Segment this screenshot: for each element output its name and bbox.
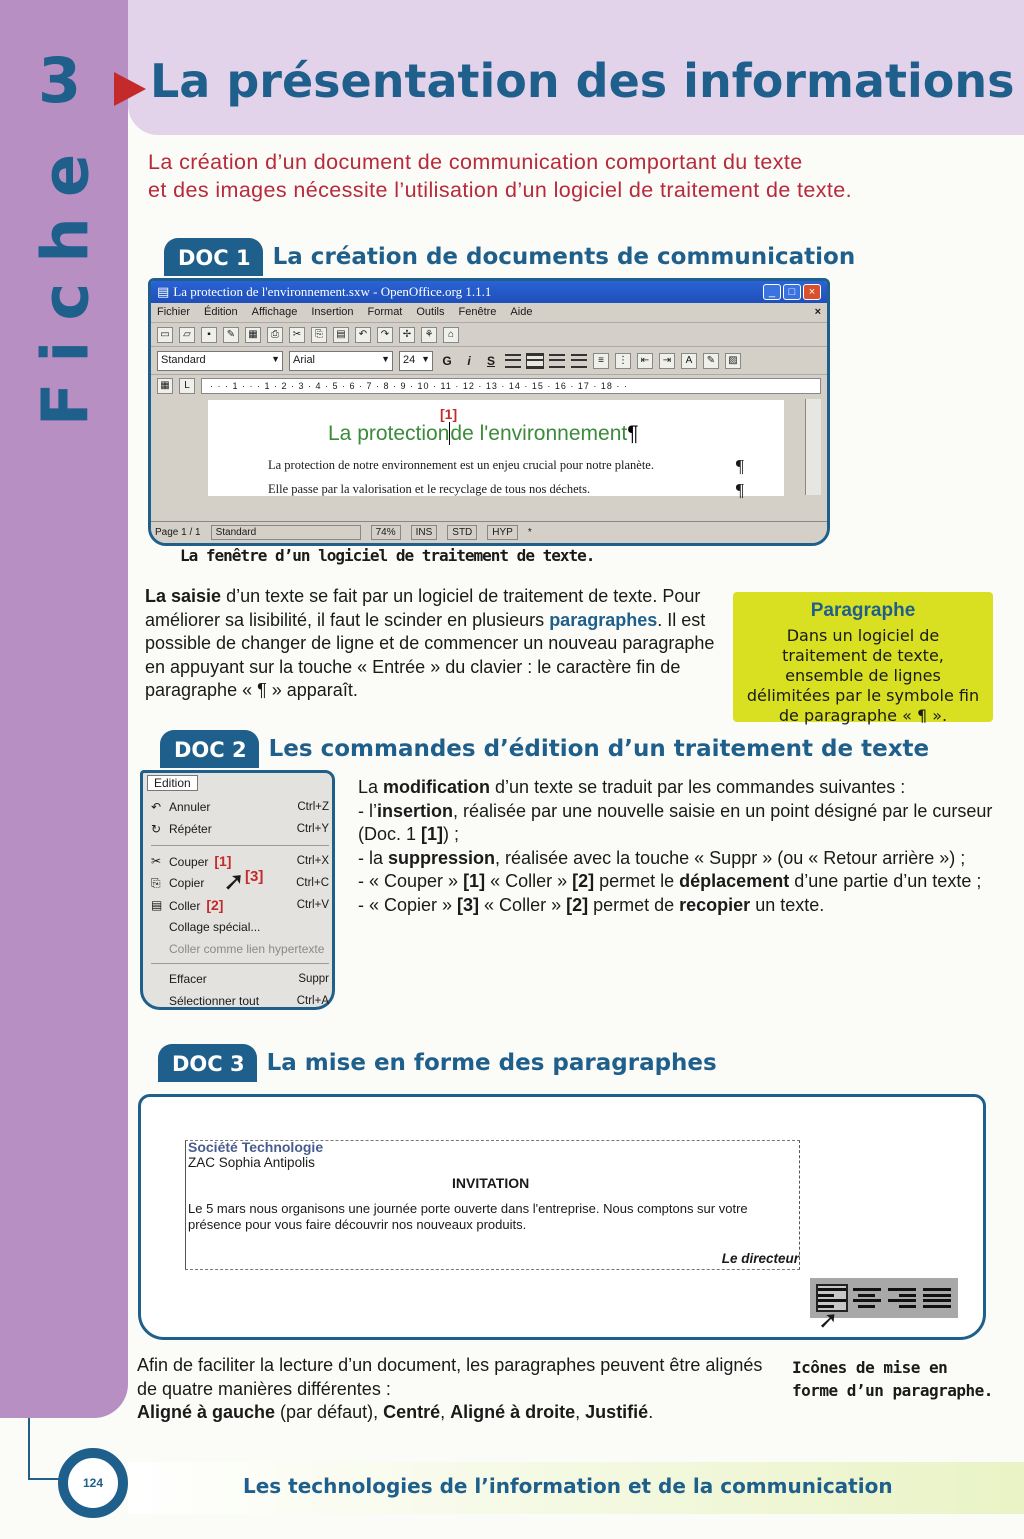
menu-item-label-text: Coller xyxy=(169,899,201,913)
copy-icon[interactable]: ⎘ xyxy=(311,327,327,343)
doc2-line-2: - l’insertion, réalisée par une nouvelle saisie en un point désigné par le curseur (Doc. 1 [1]) ; xyxy=(358,800,993,844)
saisie-keyword: paragraphes xyxy=(549,609,658,630)
menu-item-label xyxy=(169,920,329,934)
invitation-heading: INVITATION xyxy=(452,1175,530,1191)
minimize-icon[interactable]: _ xyxy=(763,284,781,300)
menu-item-icon: ▤ xyxy=(151,898,163,912)
new-doc-icon[interactable]: ▭ xyxy=(157,327,173,343)
saisie-text xyxy=(145,585,715,703)
document-line-2: Elle passe par la valorisation et le recyclage de tous nos déchets. xyxy=(268,482,591,496)
maximize-icon[interactable]: □ xyxy=(783,284,801,300)
size-select[interactable]: 24 ▼ xyxy=(399,351,433,371)
outdent-icon[interactable]: ⇤ xyxy=(637,353,653,369)
menu-3[interactable]: Insertion xyxy=(311,306,354,318)
status-bar xyxy=(151,521,827,543)
doc3-badge: DOC 3 xyxy=(158,1044,257,1082)
doc2-line-3: - la suppression, réalisée avec la touche « Suppr » (ou « Retour arrière ») ; xyxy=(358,847,966,868)
paste-icon[interactable]: ▤ xyxy=(333,327,349,343)
indent-icon[interactable]: ⇥ xyxy=(659,353,675,369)
menu-0[interactable]: Fichier xyxy=(157,306,191,318)
menu-item-label-text: Annuler xyxy=(169,800,211,814)
status-zoom[interactable]: 74% xyxy=(371,525,401,540)
menu-item-shortcut: Ctrl+V xyxy=(296,899,329,911)
menu-item-marker: [2] xyxy=(206,897,224,913)
signature: Le directeur xyxy=(721,1251,799,1266)
status-style: Standard xyxy=(211,525,361,540)
company-name: Société Technologie xyxy=(188,1139,324,1155)
undo-icon[interactable]: ↶ xyxy=(355,327,371,343)
heading-part-b: de l'environnement xyxy=(450,422,628,445)
align-right-icon[interactable] xyxy=(549,354,565,368)
doc1-caption: La fenêtre d’un logiciel de traitement de texte. xyxy=(180,546,595,565)
window-titlebar xyxy=(151,281,827,303)
menu-item-label xyxy=(169,972,298,986)
marker-3: [3] xyxy=(245,868,264,885)
menu-item-marker: [1] xyxy=(214,853,232,869)
tab-type-icon[interactable]: L xyxy=(179,378,195,394)
align-left-label: Aligné à gauche xyxy=(137,1402,276,1422)
open-icon[interactable]: ▱ xyxy=(179,327,195,343)
doc3-caption: Icônes de mise en forme d’un paragraphe. xyxy=(792,1358,993,1400)
numbering-icon[interactable]: ≡ xyxy=(593,353,609,369)
menu-item-label-text: Sélectionner tout xyxy=(169,994,260,1008)
heading-part-a: La protection xyxy=(328,422,450,445)
menu-item-shortcut: Ctrl+A xyxy=(296,995,329,1007)
align-center-label: Centré xyxy=(383,1402,441,1422)
menu-separator xyxy=(151,845,329,846)
format-toolbar xyxy=(151,347,827,375)
justify-icon[interactable] xyxy=(571,354,587,368)
menu-item-shortcut: Ctrl+C xyxy=(296,877,329,889)
menu-item-label xyxy=(169,897,297,913)
status-modified: * xyxy=(527,527,532,538)
italic-button[interactable]: i xyxy=(467,353,471,368)
status-ins[interactable]: INS xyxy=(411,525,438,540)
menu-item-label-text: Coller comme lien hypertexte xyxy=(169,942,325,956)
title-arrow-icon xyxy=(114,72,146,106)
font-select[interactable]: Arial ▼ xyxy=(289,351,393,371)
menu-7[interactable]: Aide xyxy=(510,306,533,318)
fiche-label xyxy=(30,100,102,460)
fiche-label-text: Fiche xyxy=(29,133,103,427)
align-center-icon[interactable] xyxy=(853,1286,881,1310)
doc2-title: Les commandes d’édition d’un traitement de texte xyxy=(268,736,930,762)
document-line-1: La protection de notre environnement est un enjeu crucial pour notre planète. xyxy=(268,458,654,472)
menu-4[interactable]: Format xyxy=(367,306,403,318)
menu-item-icon: ↻ xyxy=(151,822,162,836)
menu-item-4[interactable] xyxy=(151,895,329,915)
pilcrow-1: ¶ xyxy=(735,456,744,476)
invitation-paragraph: Le 5 mars nous organisons une journée porte ouverte dans l'entreprise. Nous comptons sur votre présence pour vous faire découvrir nos nouveaux produits. xyxy=(188,1201,748,1232)
company-address: ZAC Sophia Antipolis xyxy=(188,1155,315,1170)
marker-1: [1] xyxy=(440,406,458,422)
menu-1[interactable]: Édition xyxy=(204,306,238,318)
doc3-text: Afin de faciliter la lecture d’un document, les paragraphes peuvent être alignés de quatre manières différentes : Aligné à gauche (par défaut), Centré, Aligné à droite, Justifié. xyxy=(137,1355,763,1422)
footer-title: Les technologies de l’information et de la communication xyxy=(243,1474,893,1498)
cut-icon[interactable]: ✂ xyxy=(289,327,305,343)
menu-item-label-text: Répéter xyxy=(169,822,212,836)
definition-box xyxy=(733,592,993,725)
bullets-icon[interactable]: ⋮ xyxy=(615,353,631,369)
menu-item-icon: ↶ xyxy=(151,800,162,814)
menu-item-label xyxy=(169,994,297,1008)
ruler-row xyxy=(151,375,827,397)
edit-icon[interactable]: ✎ xyxy=(223,327,239,343)
menu-item-label-text: Couper xyxy=(169,855,209,869)
menu-item-7[interactable] xyxy=(151,969,329,989)
close-document-icon[interactable]: × xyxy=(814,306,821,318)
menu-item-label xyxy=(169,942,329,956)
saisie-rest-1: d’un texte se fait par un logiciel de traitement de texte. xyxy=(221,586,658,606)
menu-item-shortcut: Ctrl+Z xyxy=(297,801,329,813)
saisie-rest-2: Pour améliorer sa lisibilité, il faut le scinder en plusieurs xyxy=(145,586,701,630)
edit-menu-title[interactable]: Edition xyxy=(147,775,198,791)
doc2-header xyxy=(160,730,929,768)
bold-button[interactable]: G xyxy=(442,353,452,368)
doc3-title: La mise en forme des paragraphes xyxy=(266,1050,717,1076)
status-page: Page 1 / 1 xyxy=(155,527,201,538)
intro-text xyxy=(148,148,928,204)
menu-5[interactable]: Outils xyxy=(416,306,445,318)
menu-separator xyxy=(151,963,329,964)
menubar xyxy=(151,303,827,323)
document-area[interactable] xyxy=(208,400,784,500)
print-icon[interactable]: ⎙ xyxy=(267,327,283,343)
doc1-header xyxy=(164,238,855,276)
align-right-icon[interactable] xyxy=(888,1286,916,1310)
menu-item-label-text: Copier xyxy=(169,876,205,890)
invitation-document[interactable] xyxy=(185,1140,800,1270)
page-number: 124 xyxy=(58,1448,128,1518)
doc2-line-4: - « Couper » [1] « Coller » [2] permet le déplacement d’une partie d’un texte ; xyxy=(358,871,982,891)
menu-item-6 xyxy=(151,939,329,959)
align-right-label: Aligné à droite xyxy=(450,1402,576,1422)
align-left-icon[interactable] xyxy=(505,354,521,368)
align-center-icon[interactable] xyxy=(527,354,543,368)
menu-item-label-text: Collage spécial... xyxy=(169,920,261,934)
justify-label: Justifié xyxy=(585,1402,649,1422)
table-icon[interactable]: ▦ xyxy=(157,378,173,394)
menu-item-shortcut: Suppr xyxy=(298,973,329,985)
app-icon: ▤ xyxy=(157,284,170,299)
gallery-icon[interactable]: ⚘ xyxy=(421,327,437,343)
doc3-header xyxy=(158,1044,717,1082)
intro-line-1: La création d’un document de communication comportant du texte xyxy=(148,150,803,174)
navigator-icon[interactable]: ✢ xyxy=(399,327,415,343)
close-icon[interactable]: × xyxy=(803,284,821,300)
definition-title: Paragraphe xyxy=(810,600,916,621)
footer-vertical-line xyxy=(28,1418,30,1480)
menu-item-label xyxy=(169,822,297,836)
save-icon[interactable]: ▪ xyxy=(201,327,217,343)
doc1-badge: DOC 1 xyxy=(164,238,263,276)
definition-text: Dans un logiciel de traitement de texte, ensemble de lignes délimitées par le symbole fin de paragraphe « ¶ ». xyxy=(746,626,980,725)
menu-item-0[interactable] xyxy=(151,797,329,817)
menu-item-shortcut: Ctrl+Y xyxy=(296,823,329,835)
horizontal-ruler[interactable]: · · · 1 · · · 1 · 2 · 3 · 4 · 5 · 6 · 7 · 8 · 9 · 10 · 11 · 12 · 13 · 14 · 15 · 16 · 17 · 18 · · xyxy=(201,378,821,394)
menu-2[interactable]: Affichage xyxy=(251,306,298,318)
document-heading xyxy=(328,422,639,446)
standard-toolbar xyxy=(151,323,827,347)
doc2-text xyxy=(358,776,998,917)
fiche-number: 3 xyxy=(38,44,82,117)
window-title: La protection de l'environnement.sxw - OpenOffice.org 1.1.1 xyxy=(173,284,492,299)
menu-item-label-text: Effacer xyxy=(169,972,207,986)
menu-item-icon: ⎘ xyxy=(151,875,161,890)
font-color-icon[interactable]: A xyxy=(681,353,697,369)
menu-item-8[interactable] xyxy=(151,991,329,1011)
datasource-icon[interactable]: ⌂ xyxy=(443,327,459,343)
redo-icon[interactable]: ↷ xyxy=(377,327,393,343)
intro-line-2: et des images nécessite l’utilisation d’un logiciel de traitement de texte. xyxy=(148,178,853,202)
menu-item-icon: ✂ xyxy=(151,854,162,868)
justify-icon[interactable] xyxy=(923,1286,951,1310)
menu-6[interactable]: Fenêtre xyxy=(458,306,497,318)
background-color-icon[interactable]: ▨ xyxy=(725,353,741,369)
heading-pilcrow: ¶ xyxy=(627,422,639,445)
doc3-text-intro: Afin de faciliter la lecture d’un document, les paragraphes peuvent être alignés de quatre manières différentes : xyxy=(137,1355,763,1399)
status-std[interactable]: STD xyxy=(447,525,477,540)
page-title: La présentation des informations xyxy=(150,54,1015,108)
doc1-title: La création de documents de communication xyxy=(272,244,856,270)
highlight-icon[interactable]: ✎ xyxy=(703,353,719,369)
menu-item-shortcut: Ctrl+X xyxy=(296,855,329,867)
saisie-rest-3: . Il est possible de changer de ligne et de commencer un nouveau paragraphe en appuyant sur la touche « Entrée » du clavier : le caractère fin de paragraphe « ¶ » apparaît. xyxy=(145,609,715,700)
doc2-badge: DOC 2 xyxy=(160,730,259,768)
pdf-icon[interactable]: ▦ xyxy=(245,327,261,343)
style-select[interactable]: Standard ▼ xyxy=(157,351,283,371)
doc2-line-5: - « Copier » [3] « Coller » [2] permet de recopier un texte. xyxy=(358,894,825,915)
menu-item-1[interactable] xyxy=(151,819,329,839)
doc2-line-1: La modification d’un texte se traduit par les commandes suivantes : xyxy=(358,777,906,797)
underline-button[interactable]: S xyxy=(486,353,495,368)
status-hyp[interactable]: HYP xyxy=(487,525,518,540)
menu-item-5[interactable] xyxy=(151,917,329,937)
pilcrow-2: ¶ xyxy=(735,480,744,500)
vertical-scrollbar[interactable] xyxy=(805,399,821,495)
saisie-bold: La saisie xyxy=(145,586,222,606)
menu-item-label xyxy=(169,800,297,814)
pointer-icon: ➚ xyxy=(818,1307,839,1334)
mouse-cursor-icon: ➚ xyxy=(223,866,245,896)
